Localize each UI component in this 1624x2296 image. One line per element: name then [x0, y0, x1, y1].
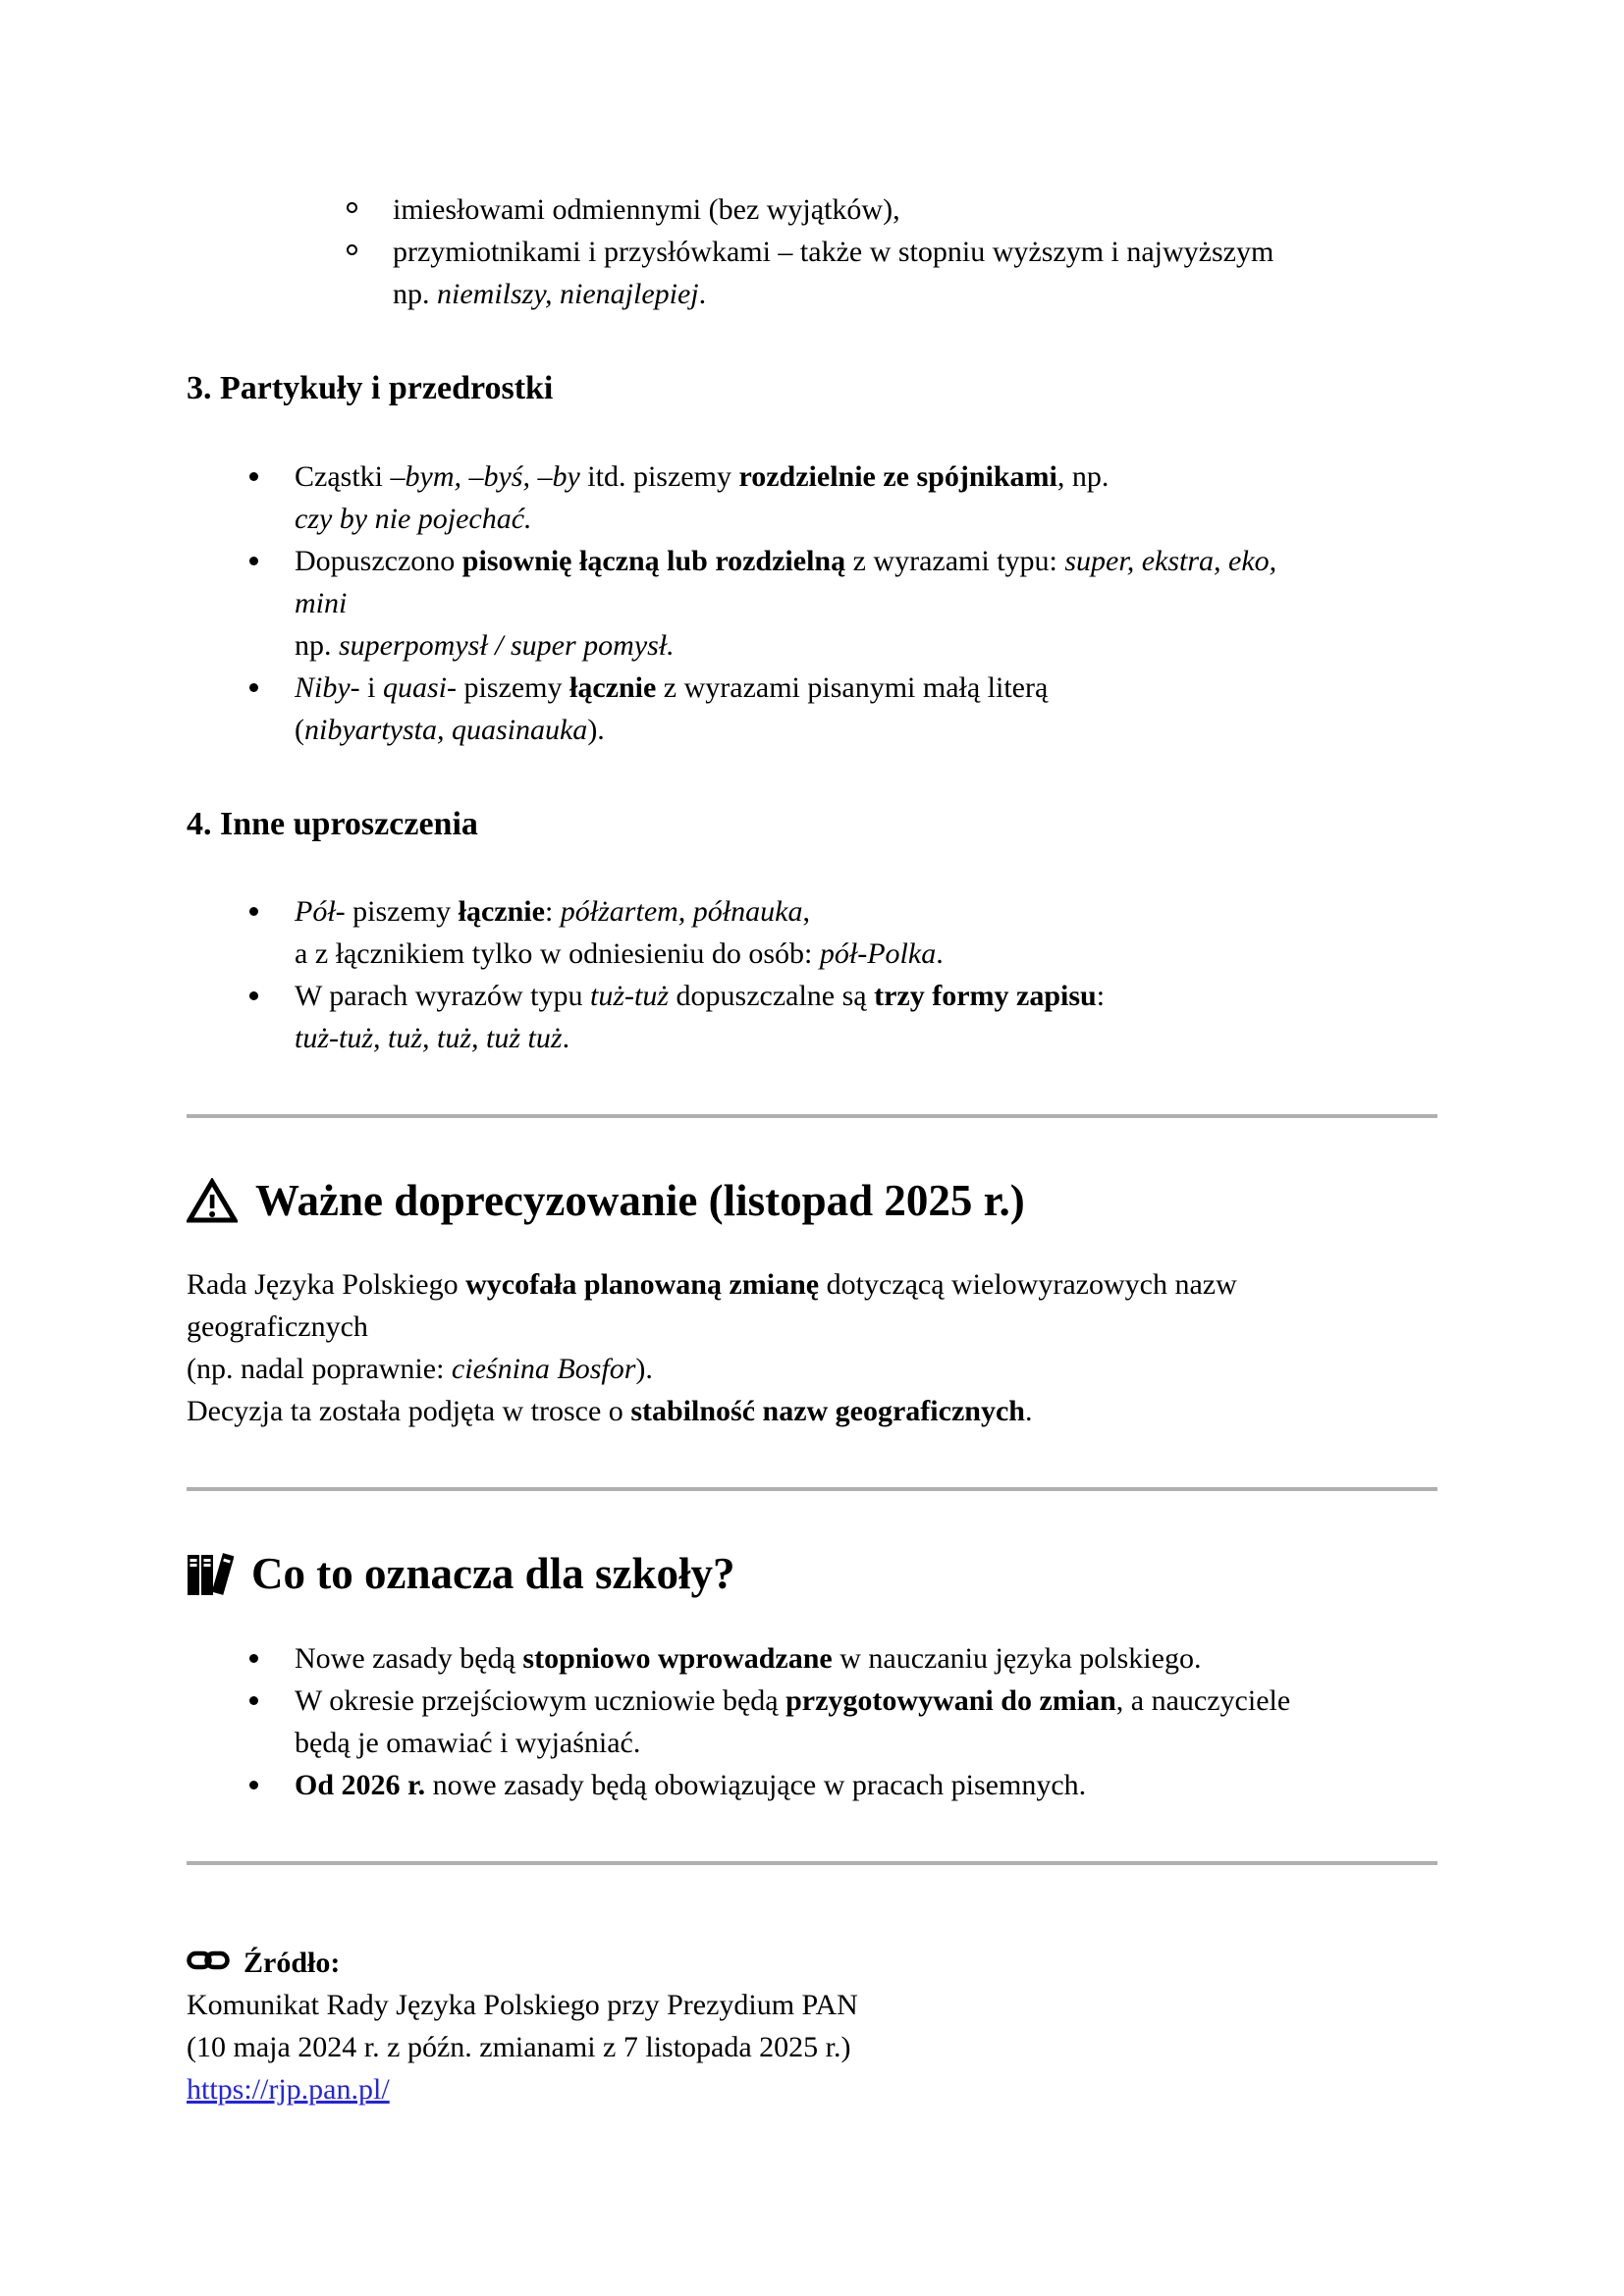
list-item [187, 1680, 1437, 1764]
section-3-list [187, 455, 1437, 751]
section-3-heading: 3. Partykuły i przedrostki [187, 370, 554, 406]
clarification-heading [187, 1173, 1437, 1228]
link-icon [187, 1942, 230, 1984]
list-item [187, 975, 1437, 1059]
list-item-text: Od 2026 r. nowe zasady będą obowiązujące w pracach pisemnych. [295, 1768, 1087, 1801]
list-item-text: Niby- i quasi- piszemy łącznie z wyrazami pisanymi małą literą (nibyartysta, quasinauka). [295, 670, 1049, 746]
list-item-text: W parach wyrazów typu tuż-tuż dopuszczalne są trzy formy zapisu: tuż-tuż, tuż, tuż, tuż tuż. [295, 980, 1106, 1054]
disc-bullet-marker [249, 472, 258, 481]
sub-list-item-text: imiesłowami odmiennymi (bez wyjątków), [393, 193, 900, 226]
school-heading [187, 1546, 1437, 1601]
list-item-text: W okresie przejściowym uczniowie będą przygotowywani do zmian, a nauczyciele będą je omawiać i wyjaśniać. [295, 1683, 1291, 1759]
list-item-text: Cząstki –bym, –byś, –by itd. piszemy rozdzielnie ze spójnikami, np. czy by nie pojechać. [295, 459, 1110, 535]
disc-bullet-marker [249, 557, 258, 565]
list-item [187, 455, 1437, 540]
section-divider [187, 1487, 1437, 1491]
list-item-text: Nowe zasady będą stopniowo wprowadzane w nauczaniu języka polskiego. [295, 1641, 1202, 1675]
list-item [187, 1764, 1437, 1806]
warning-icon [187, 1178, 238, 1224]
circle-bullet-marker [347, 244, 357, 255]
source-line-2: (10 maja 2024 r. z późn. zmianami z 7 listopada 2025 r.) [187, 2030, 851, 2063]
books-icon [187, 1551, 234, 1596]
list-item-text: Dopuszczono pisownię łączną lub rozdzielną z wyrazami typu: super, ekstra, eko, mini np. superpomysł / super pomysł. [295, 544, 1277, 662]
list-item-text: Pół- piszemy łącznie: półżartem, półnauka, a z łącznikiem tylko w odniesieniu do osób: pół-Polka. [295, 895, 944, 970]
source-link[interactable]: https://rjp.pan.pl/ [187, 2072, 390, 2106]
sub-list-item [187, 231, 1437, 315]
list-item [187, 890, 1437, 975]
disc-bullet-marker [249, 1654, 258, 1663]
section-divider [187, 1861, 1437, 1865]
list-item [187, 667, 1437, 751]
disc-bullet-marker [249, 991, 258, 1000]
source-link-line [187, 2068, 1437, 2110]
sub-list-item-text: przymiotnikami i przysłówkami – także w stopniu wyższym i najwyższym np. niemilszy, nienajlepiej. [393, 236, 1274, 310]
source-label [187, 1942, 1437, 1984]
school-heading-text: Co to oznacza dla szkoły? [251, 1549, 735, 1599]
intro-sub-list [187, 188, 1437, 315]
source-label-text: Źródło: [244, 1946, 341, 1979]
section-4-list [187, 890, 1437, 1059]
disc-bullet-marker [249, 907, 258, 916]
section-divider [187, 1114, 1437, 1118]
school-list [187, 1637, 1437, 1806]
list-item [187, 540, 1437, 667]
clarification-heading-text: Ważne doprecyzowanie (listopad 2025 r.) [255, 1176, 1025, 1225]
circle-bullet-marker [347, 202, 357, 213]
list-item [187, 1637, 1437, 1680]
source-line-1: Komunikat Rady Języka Polskiego przy Prezydium PAN [187, 1988, 858, 2021]
sub-list-item [187, 188, 1437, 231]
disc-bullet-marker [249, 1781, 258, 1789]
section-4-heading: 4. Inne uproszczenia [187, 805, 478, 842]
disc-bullet-marker [249, 1696, 258, 1705]
clarification-paragraph: Rada Języka Polskiego wycofała planowaną zmianę dotyczącą wielowyrazowych nazw geograficznych (np. nadal poprawnie: cieśnina Bosfor). Decyzja ta została podjęta w trosce o stabilność nazw geograficznych. [187, 1268, 1237, 1428]
disc-bullet-marker [249, 683, 258, 692]
